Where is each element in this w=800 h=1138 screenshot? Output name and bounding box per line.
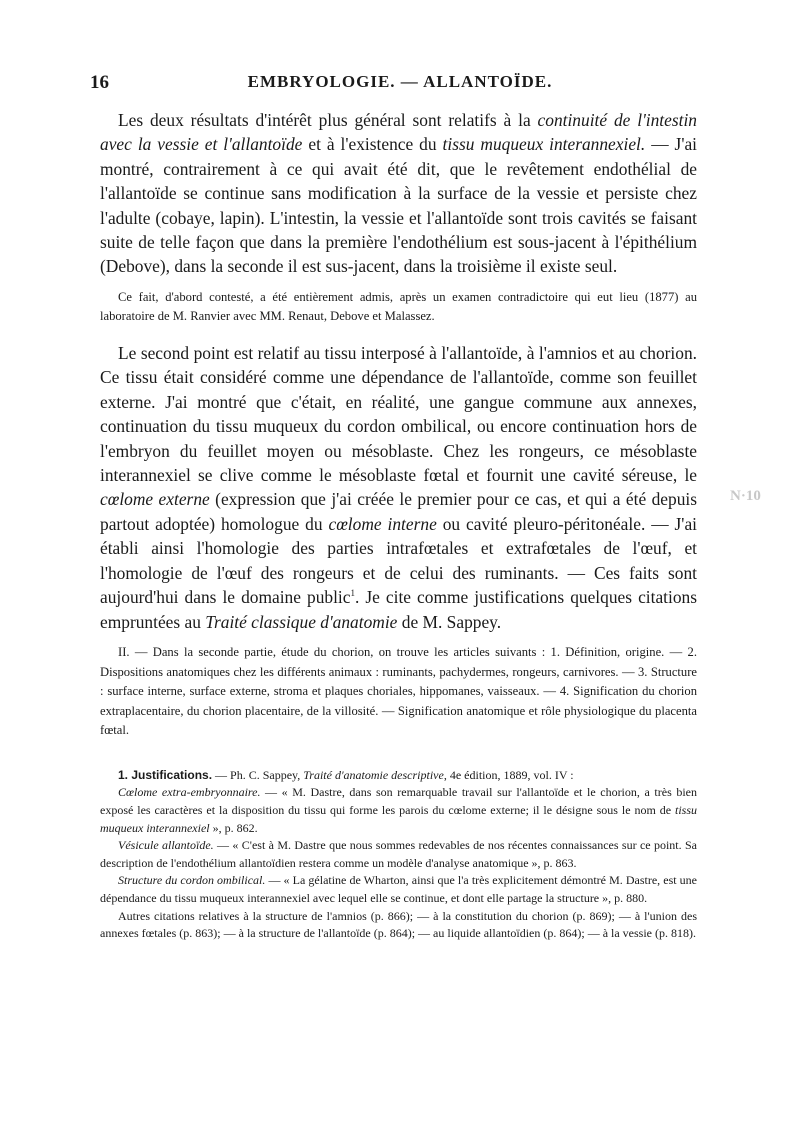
footnote-heading: Cœlome extra-embryonnaire.: [118, 785, 261, 800]
footnote-heading: Vésicule allantoïde.: [118, 838, 214, 853]
emphasis: cœlome externe: [100, 489, 210, 510]
text-segment: de M. Sappey.: [397, 611, 502, 632]
text-segment: », p. 862.: [209, 820, 258, 835]
paragraph-contested-note: Ce fait, d'abord contesté, a été entièrement admis, après un examen contradictoire qui eut lieu (1877) au laboratoire de M. Ranvier avec MM. Renaut, Debove et Malassez.: [100, 289, 697, 324]
text-segment: et à l'existence du: [302, 134, 443, 155]
footnotes: [100, 767, 697, 943]
text-segment: — « La gélatine de Wharton, ainsi que l'a très explicitement démontré M. Dastre, est une dépendance du tissu muqueux interannexiel avec lequel elle se continue, et dont elle partage la structure », p. 880.: [100, 873, 697, 906]
emphasis: continuité de l'intestin avec la vessie et l'allantoïde: [100, 110, 697, 155]
emphasis: tissu muqueux interannexiel.: [442, 134, 646, 155]
page-number: 16: [90, 72, 109, 93]
text-segment: — Ph. C. Sappey,: [212, 767, 304, 782]
text-segment: , 4e édition, 1889, vol. IV :: [443, 767, 574, 782]
page-body: [100, 108, 697, 943]
text-segment: (expression que j'ai créée le premier pour ce cas, et qui a été depuis partout adoptée) homologue du: [100, 489, 698, 534]
paragraph-results: [100, 108, 697, 279]
footnote-heading: Structure du cordon ombilical.: [118, 873, 266, 888]
emphasis: tissu muqueux interannexiel: [100, 803, 697, 835]
text-segment: Le second point est relatif au tissu interposé à l'allantoïde, à l'amnios et au chorion. Ce tissu était considéré comme une dépendance de l'allantoïde, comme son feuillet externe. J'ai montré que c'était, en réalité, une gangue commune aux annexes, continuation du tissu muqueux du cordon ombilical, ou encore continuation hors de l'embryon du feuillet moyen ou mésoblaste. Chez les rongeurs, ce mésoblaste interannexiel se clive comme le mésoblaste fœtal et fournit une cavité séreuse, le: [100, 343, 697, 486]
footnote-vesicule: [100, 837, 697, 872]
emphasis: Traité d'anatomie descriptive: [303, 767, 444, 782]
footnote-structure: [100, 872, 697, 907]
running-head: EMBRYOLOGIE. — ALLANTOÏDE.: [247, 72, 553, 91]
text-segment: ou cavité pleuro-péritonéale. — J'ai établi ainsi l'homologie des parties intrafœtales et extrafœtales de l'œuf, et l'homologie de l'œuf des rongeurs et de celui des ruminants. — Ces faits sont aujourd'hui dans le domaine public: [100, 513, 697, 608]
footnote-label: 1. Justifications.: [118, 767, 213, 782]
text-segment: Les deux résultats d'intérêt plus général sont relatifs à la: [118, 110, 538, 130]
text-segment: — J'ai montré, contrairement à ce qui avait été dit, que le revêtement endothélial de l'allantoïde se continue sans modification à la surface de la vessie et persiste chez l'adulte (cobaye, lapin). L'intestin, la vessie et l'allantoïde sont trois cavités se faisant suite de telle façon que dans la première l'endothélium est sous-jacent à l'épithélium (Debove), dans la seconde il est sus-jacent, dans la troisième il existe seul.: [100, 134, 698, 277]
footnote-coelome: [100, 784, 697, 837]
footnote-intro: [100, 767, 697, 785]
emphasis: Traité classique d'anatomie: [205, 611, 398, 632]
emphasis: cœlome interne: [328, 513, 437, 534]
paragraph-chorion: II. — Dans la seconde partie, étude du chorion, on trouve les articles suivants : 1. Définition, origine. — 2. Dispositions anatomiques chez les différents animaux : ruminants, pachydermes, rongeurs, carnivores. — 3. Structure : surface interne, surface externe, stroma et plaques choriales, hippomanes, vaisseaux. — 4. Signification du chorion extraplacentaire, du chorion placentaire, de la villosité. — Signification anatomique et rôle physiologique du placenta fœtal.: [100, 644, 697, 738]
text-segment: — « M. Dastre, dans son remarquable travail sur l'allantoïde et le chorion, a très bien exposé les caractères et la disposition du tissu qui forme les parois du cœlome externe; il le désigne sous le nom de: [100, 785, 697, 818]
footnote-ref: 1: [350, 588, 355, 599]
paragraph-second-point: [100, 341, 697, 634]
text-segment: . Je cite comme justifications quelques citations empruntées au: [100, 587, 697, 632]
footnote-autres: Autres citations relatives à la structure de l'amnios (p. 866); — à la constitution du chorion (p. 869); — à l'union des annexes fœtales (p. 863); — à la structure de l'allantoïde (p. 864); — au liquide allantoïdien (p. 864); — à la vessie (p. 818).: [100, 908, 697, 941]
margin-mark: N·10: [730, 488, 761, 504]
text-segment: — « C'est à M. Dastre que nous sommes redevables de nos récentes connaissances sur ce point. Sa description de l'endothélium allantoïdien restera comme un modèle d'analyse anatomique », p. 863.: [100, 838, 697, 870]
